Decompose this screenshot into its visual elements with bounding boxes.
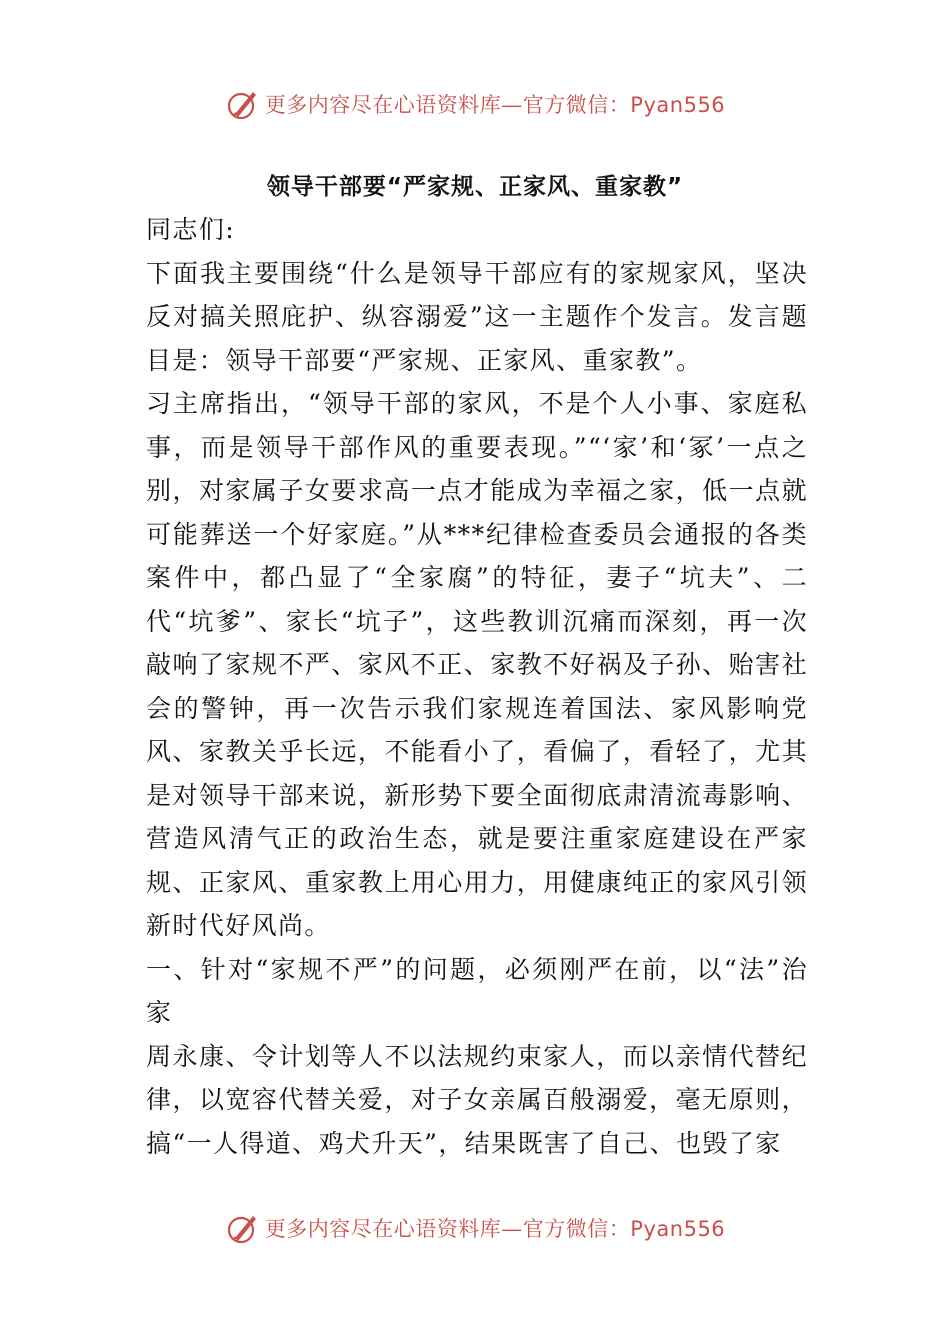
watermark-text xyxy=(265,1213,725,1243)
paragraph-quote: 习主席指出，“领导干部的家风，不是个人小事、家庭私事，而是领导干部作风的重要表现。”“‘家’和‘冢’一点之别，对家属子女要求高一点才能成为幸福之家，低一点就可能葬送一个好家庭。”从***纪律检查委员会通报的各类案件中，都凸显了“全家腐”的特征，妻子“坑夫”、二代“坑爹”、家长“坑子”，这些教训沉痛而深刻，再一次敲响了家规不严、家风不正、家教不好祸及子孙、贻害社会的警钟，再一次告示我们家规连着国法、家风影响党风、家教关乎长远，不能看小了，看偏了，看轻了，尤其是对领导干部来说，新形势下要全面彻底肃清流毒影响、营造风清气正的政治生态，就是要注重家庭建设在严家规、正家风、重家教上用心用力，用健康纯正的家风引领新时代好风尚。 xyxy=(146,389,808,940)
document-title: 领导干部要“严家规、正家风、重家教” xyxy=(266,174,684,200)
section-heading-1: 一、针对“家规不严”的问题，必须刚严在前，以“法”治家 xyxy=(146,954,808,1027)
watermark-text xyxy=(265,89,725,119)
watermark-main-text: 更多内容尽在心语资料库— xyxy=(264,1217,523,1241)
watermark-wechat-text: 官方微信：Pyan556 xyxy=(522,93,726,117)
paragraph-intro: 下面我主要围绕“什么是领导干部应有的家规家风，坚决反对搞关照庇护、纵容溺爱”这一主题作个发言。发言题目是：领导干部要“严家规、正家风、重家教”。 xyxy=(146,258,808,375)
watermark-banner-top xyxy=(0,84,950,124)
quill-pen-logo-icon xyxy=(225,1210,261,1246)
watermark-main-text: 更多内容尽在心语资料库— xyxy=(264,93,523,117)
paragraph-salutation: 同志们: xyxy=(146,215,236,244)
quill-pen-logo-icon xyxy=(225,86,261,122)
paragraph-section-1: 周永康、令计划等人不以法规约束家人，而以亲情代替纪律，以宽容代替关爱，对子女亲属百般溺爱，毫无原则，搞“一人得道、鸡犬升天”，结果既害了自己、也毁了家 xyxy=(146,1041,808,1158)
document-body xyxy=(146,208,808,1165)
watermark-banner-bottom xyxy=(0,1208,950,1248)
watermark-wechat-text: 官方微信：Pyan556 xyxy=(522,1217,726,1241)
